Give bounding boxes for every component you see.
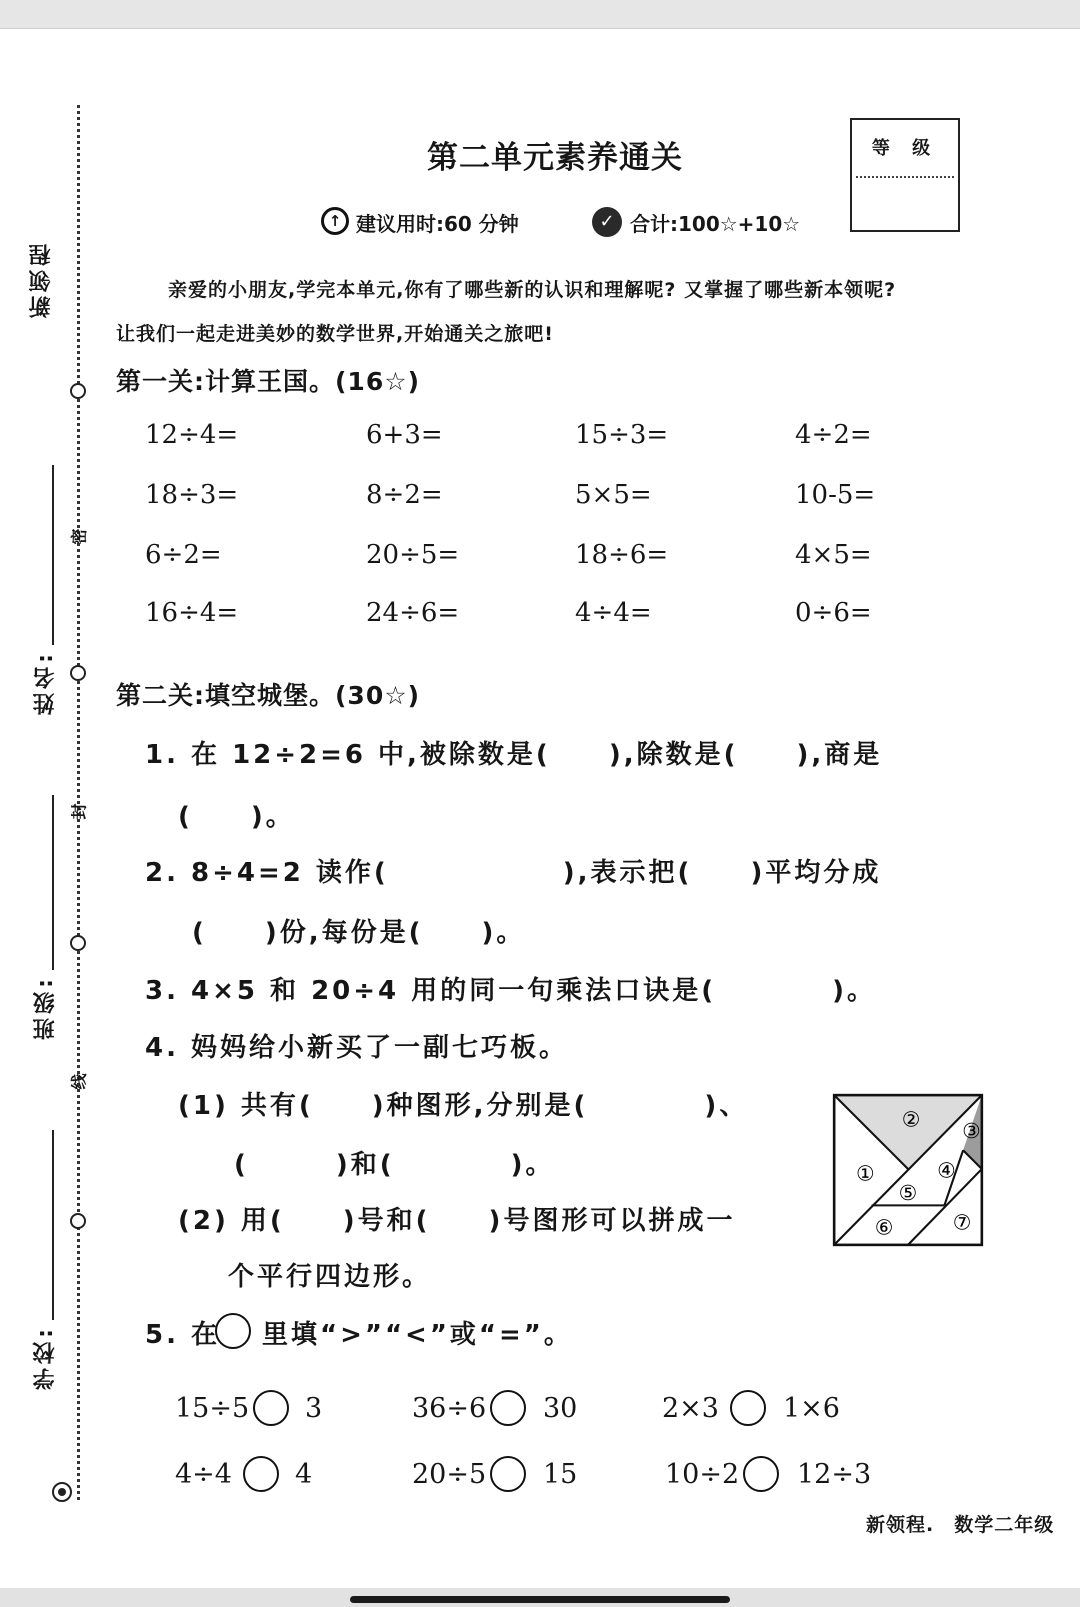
tangram-label: ②: [901, 1107, 921, 1132]
check-icon: ✓: [592, 207, 622, 237]
question-4-1-line-2: ( )和( )。: [234, 1150, 555, 1180]
school-label: 学校:: [33, 1325, 58, 1390]
cut-mark-mi: 密: [69, 528, 89, 545]
compare-left: 15÷5: [175, 1393, 250, 1424]
compare-left: 4÷4: [175, 1459, 232, 1490]
tangram-label: ⑦: [952, 1210, 972, 1235]
calc-item: 15÷3=: [575, 420, 669, 450]
compare-left: 10÷2: [665, 1459, 740, 1490]
calc-item: 5×5=: [575, 480, 652, 510]
intro-line-2: 让我们一起走进美妙的数学世界,开始通关之旅吧!: [116, 323, 554, 345]
sidebar-brand: 新领程: [29, 240, 54, 318]
page-title: 第二单元素养通关: [427, 140, 683, 176]
class-underline: [52, 795, 54, 970]
compare-right: 12÷3: [797, 1459, 872, 1490]
tangram-label: ④: [937, 1158, 956, 1183]
tangram-label: ①: [856, 1161, 875, 1186]
calc-item: 18÷6=: [575, 540, 669, 570]
question-5-suffix: 里填“>”“<”或“=”。: [262, 1320, 573, 1350]
compare-right: 30: [543, 1393, 578, 1424]
question-1-line-2: ( )。: [178, 802, 295, 832]
question-4: 4. 妈妈给小新买了一副七巧板。: [145, 1033, 569, 1063]
calc-item: 8÷2=: [366, 480, 443, 510]
section-1-title: 第一关:计算王国。(16☆): [116, 367, 421, 396]
tangram-label: ③: [962, 1118, 981, 1143]
question-4-2-line-1: (2) 用( )号和( )号图形可以拼成一: [178, 1206, 736, 1236]
compare-circle[interactable]: [253, 1390, 289, 1426]
calc-item: 16÷4=: [145, 598, 239, 628]
tangram-label: ⑥: [874, 1215, 894, 1240]
binding-hole: [70, 383, 86, 399]
calc-item: 20÷5=: [366, 540, 460, 570]
compare-right: 3: [305, 1393, 323, 1424]
intro-line-1: 亲爱的小朋友,学完本单元,你有了哪些新的认识和理解呢? 又掌握了哪些新本领呢?: [168, 279, 897, 301]
binding-hole: [70, 1213, 86, 1229]
suggested-time: 建议用时:60 分钟: [356, 212, 519, 236]
binding-hole: [70, 935, 86, 951]
cut-mark-xian: 线: [69, 1073, 89, 1090]
grade-divider: [856, 176, 954, 178]
compare-right: 15: [543, 1459, 578, 1490]
calc-item: 12÷4=: [145, 420, 239, 450]
calc-item: 4÷2=: [795, 420, 872, 450]
compare-left: 2×3: [662, 1393, 719, 1424]
cut-mark-feng: 封: [69, 803, 89, 820]
question-2-line-1: 2. 8÷4=2 读作( ),表示把( )平均分成: [145, 858, 882, 888]
calc-item: 0÷6=: [795, 598, 872, 628]
school-underline: [52, 1130, 54, 1320]
calc-item: 4×5=: [795, 540, 872, 570]
grade-label: 等 级: [871, 138, 939, 159]
compare-right: 4: [295, 1459, 313, 1490]
clock-icon: ↑: [321, 207, 349, 235]
question-5-prefix: 5. 在: [145, 1320, 221, 1350]
name-label: 姓名:: [33, 650, 58, 715]
compare-circle[interactable]: [490, 1390, 526, 1426]
calc-item: 10-5=: [795, 480, 876, 510]
calc-item: 4÷4=: [575, 598, 652, 628]
top-status-bar: [0, 0, 1080, 29]
calc-item: 6+3=: [366, 420, 443, 450]
home-indicator[interactable]: [350, 1596, 730, 1603]
compare-circle[interactable]: [243, 1456, 279, 1492]
question-4-2-line-2: 个平行四边形。: [228, 1262, 432, 1292]
compare-circle[interactable]: [490, 1456, 526, 1492]
compare-left: 20÷5: [412, 1459, 487, 1490]
page-footer: 新领程. 数学二年级: [866, 1514, 1055, 1536]
grade-box: [850, 118, 960, 232]
binding-hole: [70, 665, 86, 681]
question-4-1-line-1: (1) 共有( )种图形,分别是( )、: [178, 1091, 749, 1121]
total-score: 合计:100☆+10☆: [630, 212, 801, 236]
question-3: 3. 4×5 和 20÷4 用的同一句乘法口诀是( )。: [145, 976, 876, 1006]
compare-circle[interactable]: [730, 1390, 766, 1426]
compare-right: 1×6: [783, 1393, 840, 1424]
tangram-label: ⑤: [898, 1181, 918, 1206]
question-2-line-2: ( )份,每份是( )。: [192, 918, 526, 948]
calc-item: 24÷6=: [366, 598, 460, 628]
question-1-line-1: 1. 在 12÷2=6 中,被除数是( ),除数是( ),商是: [145, 740, 883, 770]
tangram-figure: [830, 1090, 986, 1250]
publisher-logo: [50, 1480, 74, 1504]
calc-item: 6÷2=: [145, 540, 222, 570]
compare-circle[interactable]: [743, 1456, 779, 1492]
name-underline: [52, 465, 54, 645]
class-label: 班级:: [33, 975, 58, 1040]
section-2-title: 第二关:填空城堡。(30☆): [116, 681, 421, 710]
compare-circle-blank: [215, 1313, 251, 1349]
calc-item: 18÷3=: [145, 480, 239, 510]
compare-left: 36÷6: [412, 1393, 487, 1424]
